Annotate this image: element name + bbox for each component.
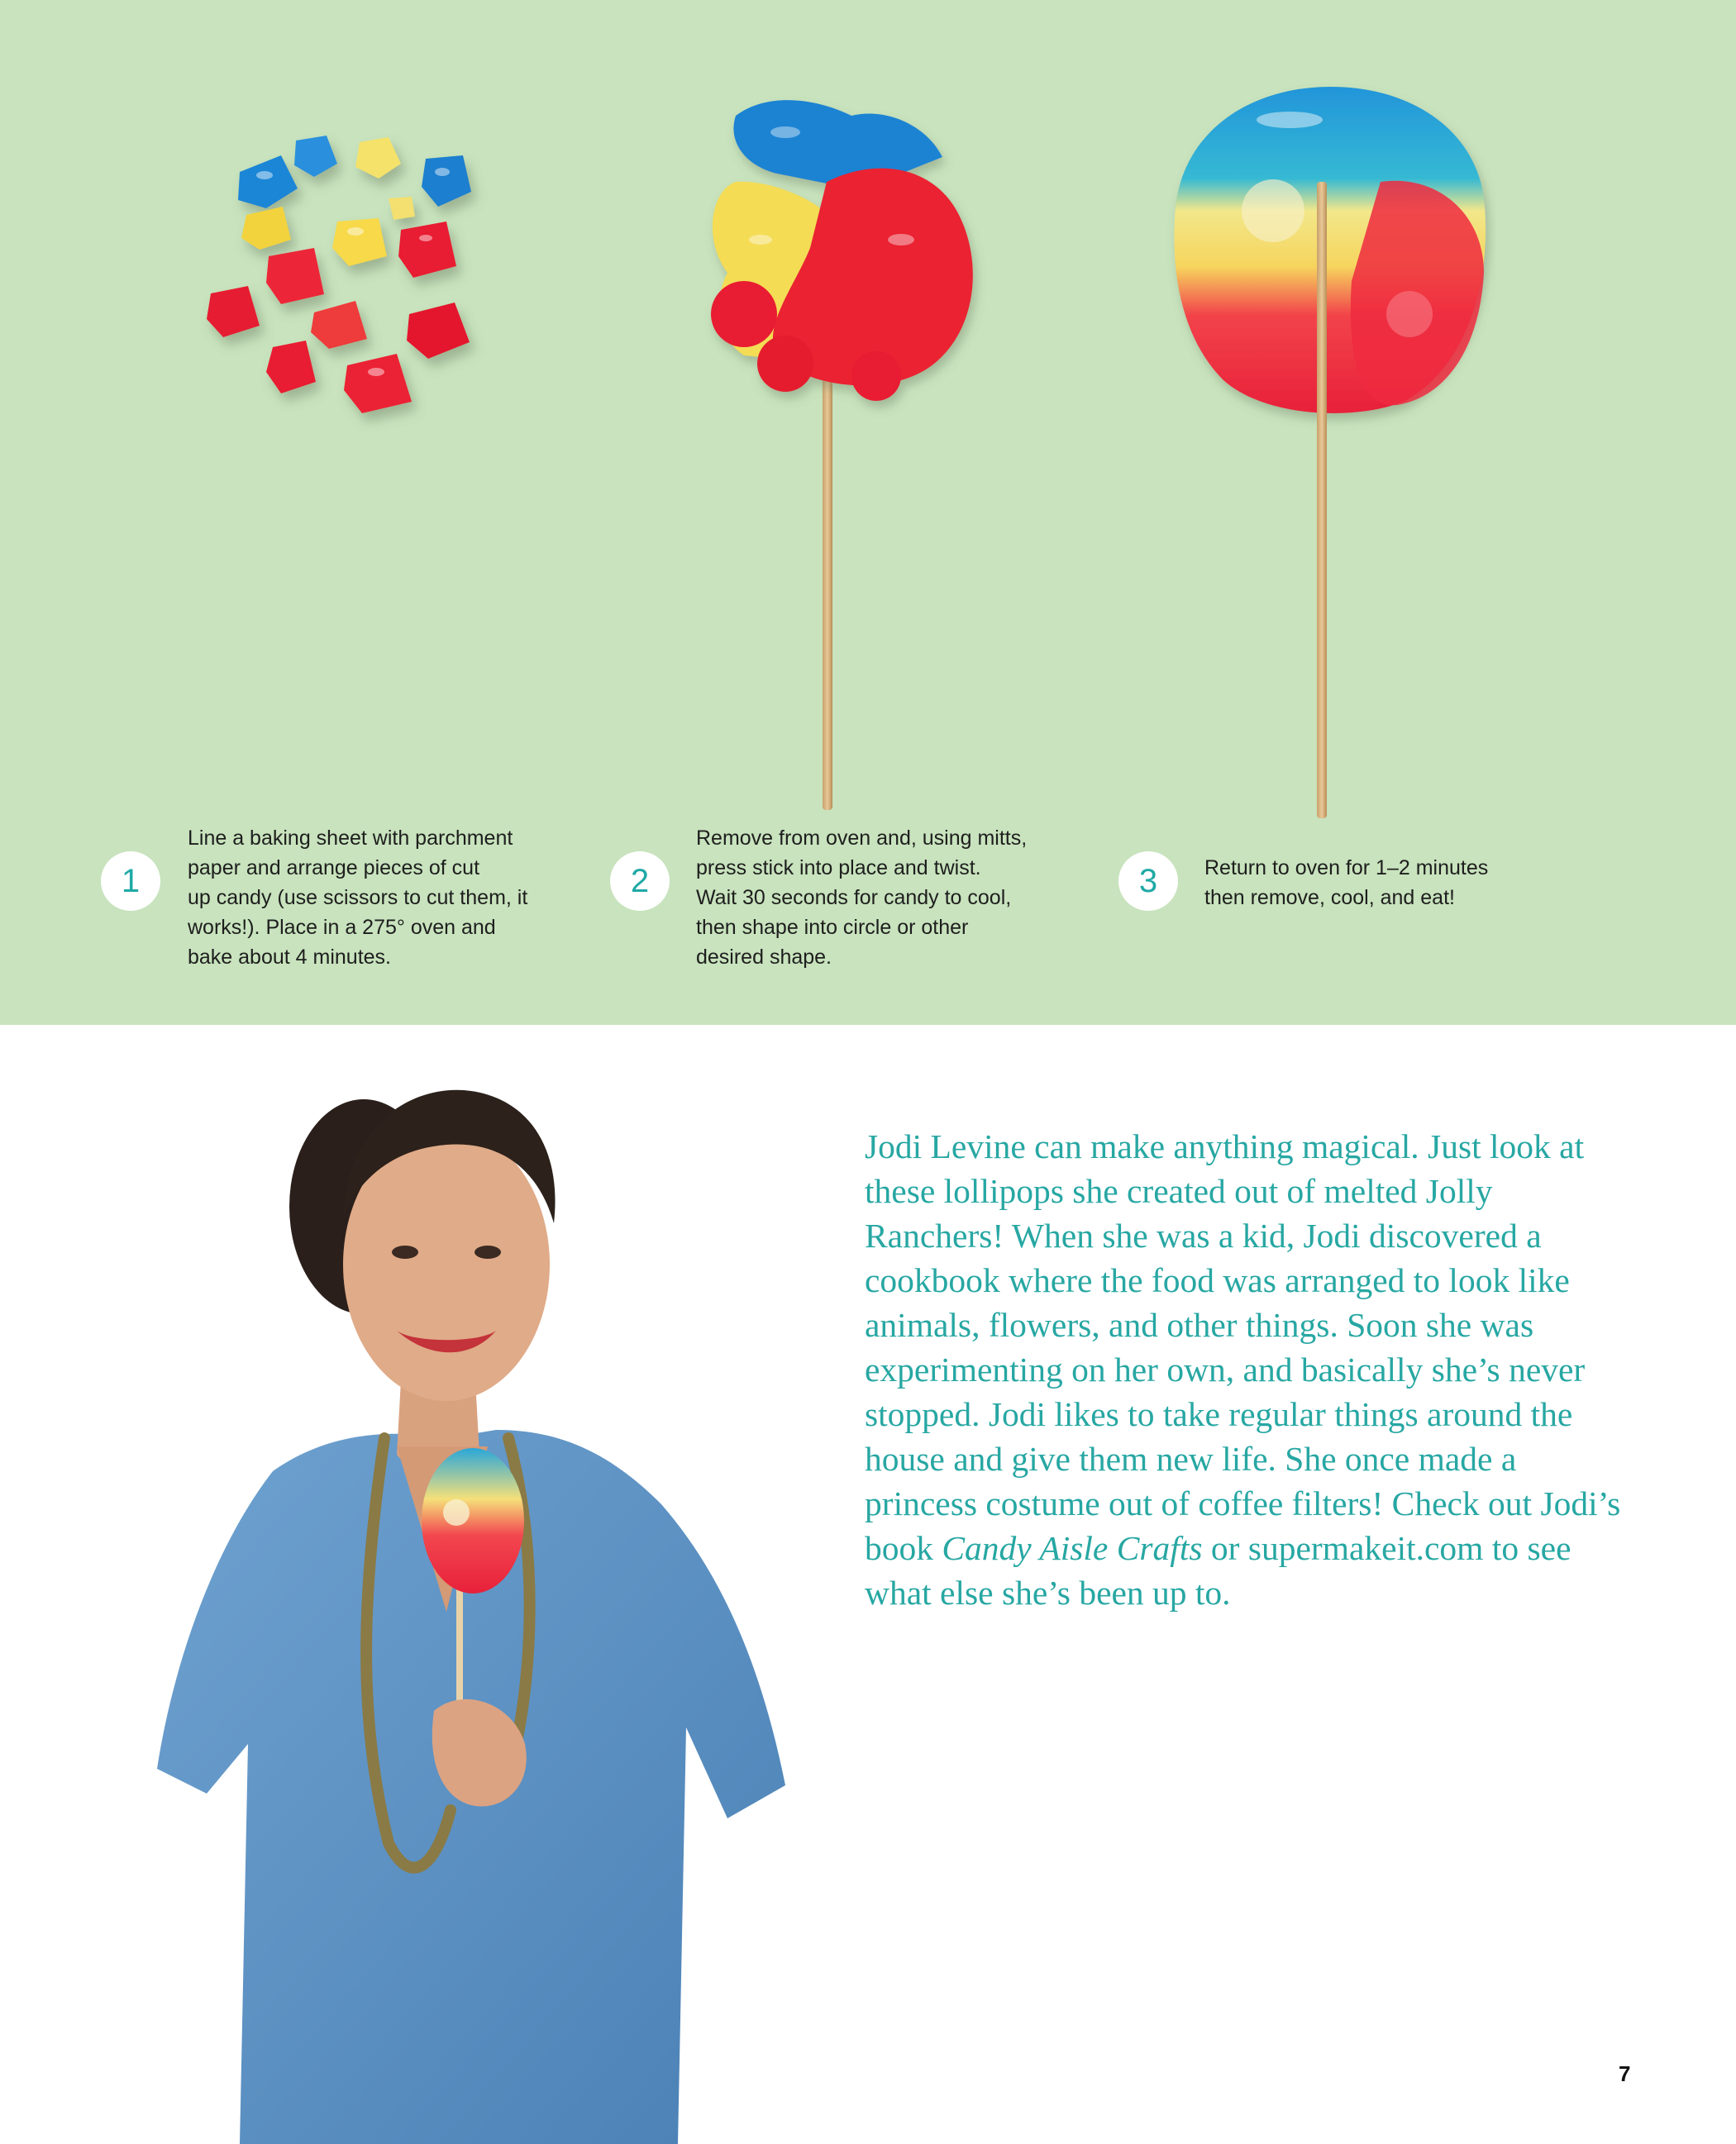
bio-text-part1: Jodi Levine can make anything magical. Just look at these lollipops she created out of melted Jolly Ranchers! When she was a kid, Jodi discovered a cookbook where the food was arranged to look like animals, flowers, and other things. Soon she was experimenting on her own, and basically she’s never stopped. Jodi likes to take regular things around the house and give them new life. She once made a princess costume out of coffee filters! Check out Jodi’s book	[865, 1127, 1621, 1567]
melted-lollipop-photo	[686, 91, 1000, 818]
bio-text-part2: or supermakeit.com to see what else she’s been up to.	[865, 1529, 1571, 1612]
page-number: 7	[1619, 2061, 1631, 2086]
bio-paragraph	[865, 1124, 1625, 1615]
step-2-number: 2	[610, 851, 670, 911]
step-3-text: Return to oven for 1–2 minutes then remove, cool, and eat!	[1204, 856, 1489, 909]
portrait-photo	[149, 1083, 794, 2144]
instructions-panel	[0, 0, 1736, 1025]
step-1-number: 1	[101, 851, 160, 911]
candy-pieces-photo	[190, 124, 521, 455]
bio-book-title: Candy Aisle Crafts	[942, 1529, 1203, 1567]
step-2-text: Remove from oven and, using mitts, press stick into place and twist. Wait 30 seconds for candy to cool, then shape into circle or other desired shape.	[696, 827, 1028, 969]
step-3-number: 3	[1118, 851, 1178, 911]
finished-lollipop-photo	[1166, 83, 1496, 827]
step-1-text: Line a baking sheet with parchment paper and arrange pieces of cut up candy (use scissors to cut them, it works!). Place in a 275° oven and bake about 4 minutes.	[188, 827, 528, 969]
